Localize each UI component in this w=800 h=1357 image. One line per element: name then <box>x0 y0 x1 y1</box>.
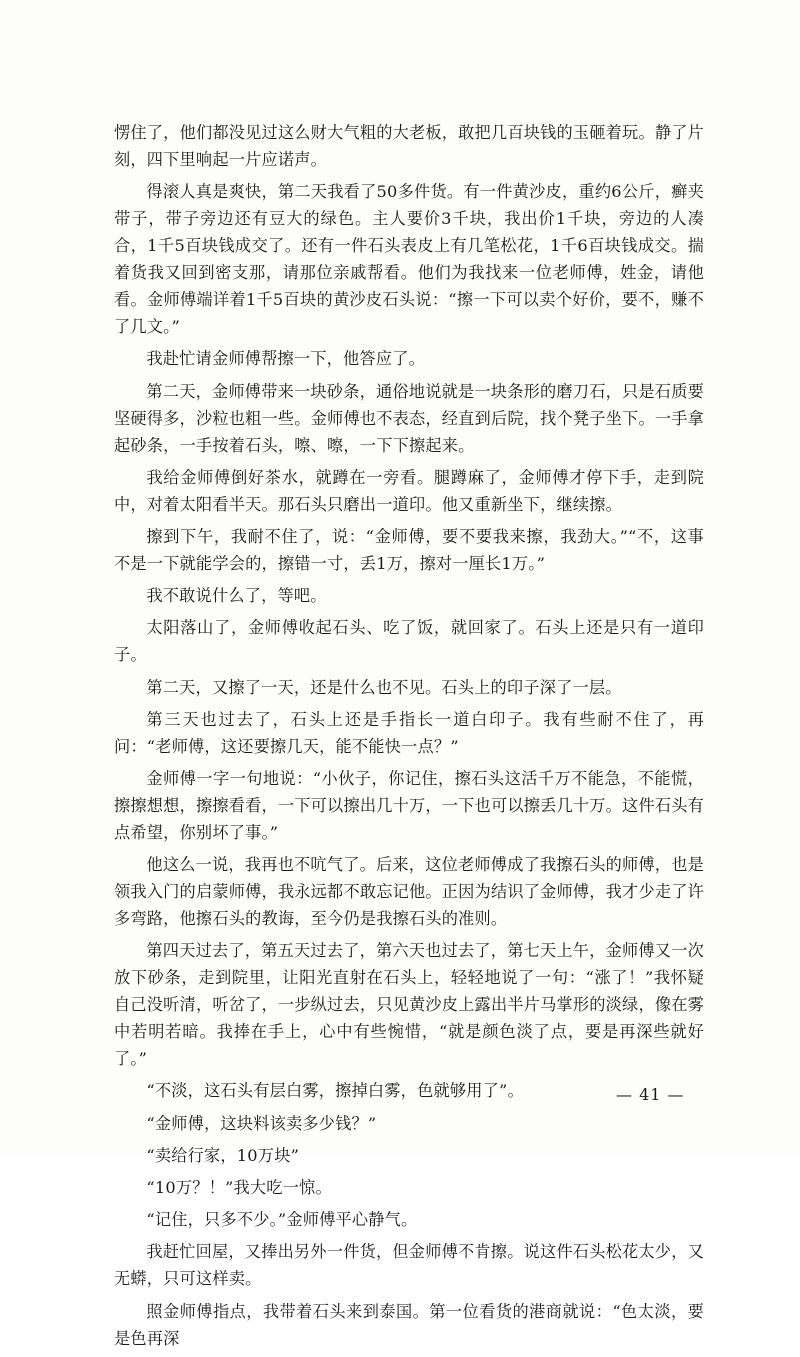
paragraph: 我不敢说什么了，等吧。 <box>146 586 327 606</box>
paragraph: 第二天，又擦了一天，还是什么也不见。石头上的印子深了一层。 <box>146 677 622 697</box>
paragraph: 得滚人真是爽快，第二天我看了50多件货。有一件黄沙皮，重约6公斤，癣夹带子，带子旁边还有豆大的绿色。主人要价3千块，我出价1千块，旁边的人凑合，1千5百块钱成交了。还有一件石头表皮上有几笔松花，1千6百块钱成交。揣着货我又回到密支那，请那位亲戚帮看。他们为我找来一位老师傅，姓金，请他看。金师傅端详着1千5百块的黄沙皮石头说：“擦一下可以卖个好价，要不，赚不了几文。” <box>114 182 704 337</box>
paragraph: 照金师傅指点，我带着石头来到泰国。第一位看货的港商就说：“色太淡，要是色再深 <box>114 1301 704 1348</box>
paragraph: 金师傅一字一句地说：“小伙子，你记住，擦石头这活千万不能急，不能慌，擦擦想想，擦擦看看，一下可以擦出几十万，一下也可以擦丢几十万。这件石头有点希望，你别坏了事。” <box>114 768 704 842</box>
paragraph: 我赶忙回屋，又捧出另外一件货，但金师傅不肯擦。说这件石头松花太少，又无蟒，只可这样卖。 <box>114 1242 704 1289</box>
paragraph: “记住，只多不少。”金师傅平心静气。 <box>146 1210 418 1230</box>
paragraph: 第二天，金师傅带来一块砂条，通俗地说就是一块条形的磨刀石，只是石质要坚硬得多，沙粒也粗一些。金师傅也不表态，经直到后院，找个凳子坐下。一手拿起砂条，一手按着石头，嚓、嚓，一下下擦起来。 <box>114 381 704 455</box>
paragraph: 我赴忙请金师傅帮擦一下，他答应了。 <box>146 349 425 369</box>
paragraph: 第四天过去了，第五天过去了，第六天也过去了，第七天上午，金师傅又一次放下砂条，走到院里，让阳光直射在石头上，轻轻地说了一句：“涨了！”我怀疑自己没听清，听岔了，一步纵过去，只见黄沙皮上露出半片马掌形的淡绿，像在雾中若明若暗。我捧在手上，心中有些惋惜，“就是颜色淡了点，要是再深些就好了。” <box>114 941 704 1069</box>
paragraph: “卖给行家，10万块” <box>146 1145 300 1165</box>
paragraph: “不淡，这石头有层白雾，擦掉白雾，色就够用了”。 <box>146 1081 524 1101</box>
paragraph: 擦到下午，我耐不住了，说：“金师傅，要不要我来擦，我劲大。”“不，这事不是一下就能学会的，擦错一寸，丢1万，擦对一厘长1万。” <box>114 526 704 573</box>
text-body <box>114 119 704 1357</box>
paragraph: “金师傅，这块料该卖多少钱？” <box>146 1113 377 1133</box>
page-number: — 41 — <box>616 1085 685 1104</box>
paragraph-continued: 愣住了，他们都没见过这么财大气粗的大老板，敢把几百块钱的玉砸着玩。静了片刻，四下里响起一片应诺声。 <box>114 123 704 169</box>
paragraph: 第三天也过去了，石头上还是手指长一道白印子。我有些耐不住了，再问：“老师傅，这还要擦几天，能不能快一点？” <box>114 709 704 756</box>
paragraph: 我给金师傅倒好茶水，就蹲在一旁看。腿蹲麻了，金师傅才停下手，走到院中，对着太阳看半天。那石头只磨出一道印。他又重新坐下，继续擦。 <box>114 467 704 514</box>
paragraph: 他这么一说，我再也不吭气了。后来，这位老师傅成了我擦石头的师傅，也是领我入门的启蒙师傅，我永远都不敢忘记他。正因为结识了金师傅，我才少走了许多弯路，他擦石头的教诲，至今仍是我擦石头的准则。 <box>114 855 704 929</box>
paragraph: “10万？！”我大吃一惊。 <box>146 1178 332 1197</box>
paragraph: 太阳落山了，金师傅收起石头、吃了饭，就回家了。石头上还是只有一道印子。 <box>114 618 704 665</box>
